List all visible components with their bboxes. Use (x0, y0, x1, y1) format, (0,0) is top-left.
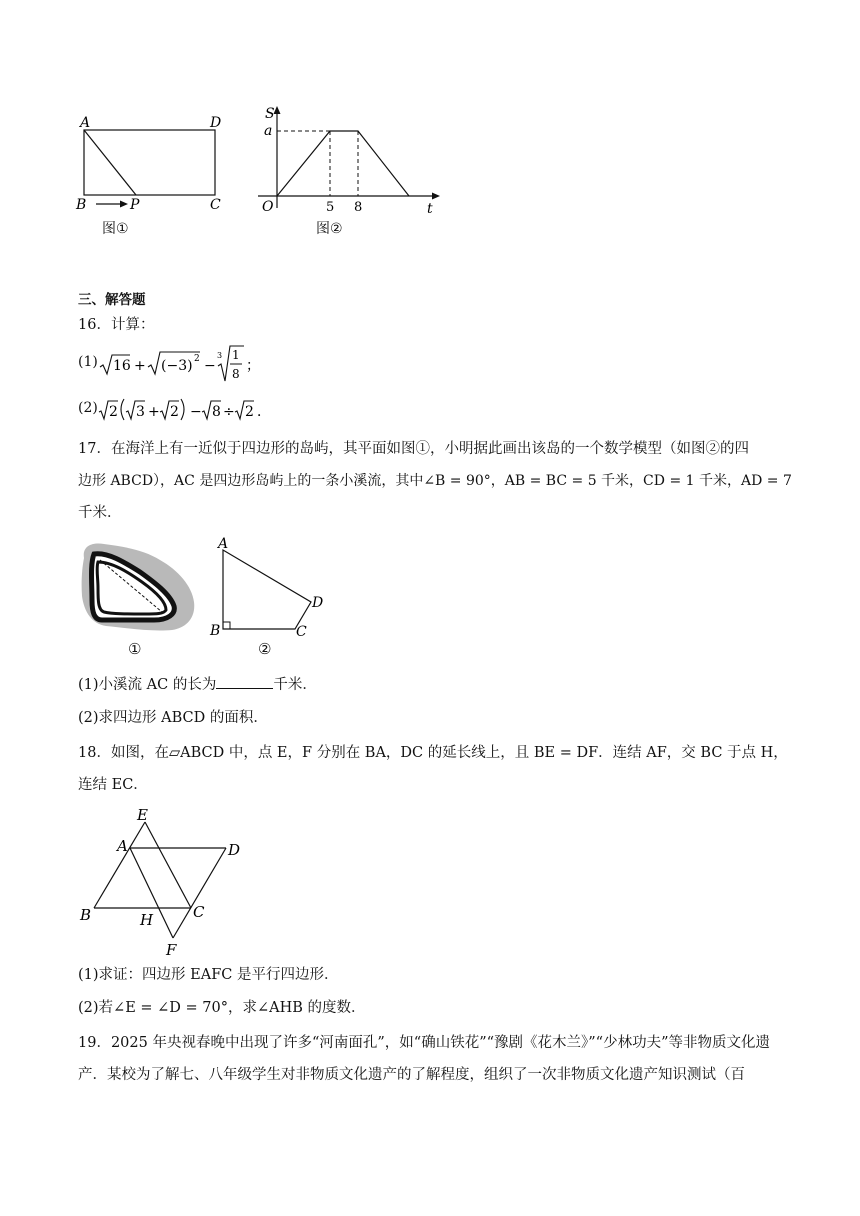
q17-figure-2-caption: ② (258, 640, 272, 658)
label-A: A (218, 536, 229, 552)
label-B: B (210, 623, 221, 639)
q17-part-1 (78, 675, 317, 695)
q18-part-1: (1)求证：四边形 EAFC 是平行四边形． (78, 967, 339, 983)
paren-left (121, 399, 124, 420)
label-A: A (80, 115, 91, 131)
label-F: F (166, 941, 177, 959)
q17-part-1-unit: 千米． (273, 677, 317, 693)
q17-part-2: (2)求四边形 ABCD 的面积． (78, 710, 268, 726)
label-D: D (210, 115, 222, 131)
q16-p1-numerator: 1 (232, 348, 240, 362)
digit: 2 (170, 404, 179, 420)
motion-arrow-head (120, 201, 128, 208)
label-A: A (117, 837, 128, 855)
q16-intro: 16．计算： (78, 317, 155, 333)
q19-line-1: 19．2025 年央视春晚中出现了许多“河南面孔”，如“确山铁花”“豫剧《花木兰》”“少林功夫”等非物质文化遗 (78, 1035, 771, 1051)
quad-abcd (223, 550, 311, 629)
q17-line-1: 17．在海洋上有一近似于四边形的岛屿，其平面如图①，小明据此画出该岛的一个数学模型（如图②的四 (78, 441, 749, 457)
q16-p1-paren: (−3) (161, 358, 193, 374)
q17-line-3: 千米． (78, 505, 122, 521)
q16-part2-label: (2) (78, 400, 98, 416)
label-S: S (265, 106, 275, 122)
figure-1-caption: 图① (102, 221, 129, 237)
plus-sign: + (134, 358, 146, 374)
answer-blank[interactable] (216, 688, 273, 689)
divide-sign: ÷ (223, 404, 235, 420)
minus-sign: − (190, 404, 202, 420)
x-axis-arrow (432, 193, 440, 200)
q16-part1 (78, 343, 298, 385)
q16-p1-radicand-16: 16 (113, 358, 131, 374)
label-O: O (262, 199, 274, 215)
label-H: H (140, 911, 154, 929)
q17-figure-1-caption: ① (128, 640, 142, 658)
label-t: t (427, 201, 433, 217)
island-picture (78, 540, 196, 632)
q16-part1-formula (98, 343, 298, 385)
graph-line (277, 131, 409, 196)
period: ． (257, 404, 271, 420)
minus-sign: − (204, 358, 216, 374)
section-title: 三、解答题 (78, 292, 146, 308)
label-D: D (228, 841, 241, 859)
q18-line-1: 18．如图，在▱ABCD 中，点 E，F 分别在 BA，DC 的延长线上，且 BE = DF．连结 AF，交 BC 于点 H， (78, 745, 788, 761)
label-C: C (296, 624, 307, 640)
digit: 3 (136, 404, 145, 420)
digit: 2 (245, 404, 254, 420)
q16-part2 (78, 396, 278, 424)
paren-right (181, 399, 184, 420)
q19-line-2: 产．某校为了解七、八年级学生对非物质文化遗产的了解程度，组织了一次非物质文化遗产知识测试（百 (78, 1067, 745, 1083)
digit: 2 (109, 404, 118, 420)
figure-2-graph (250, 100, 450, 220)
rectangle-abcd (84, 130, 215, 195)
label-C: C (193, 903, 205, 921)
tick-5: 5 (326, 200, 335, 215)
label-B: B (76, 197, 87, 213)
digit: 8 (212, 404, 221, 420)
q18-part-2: (2)若∠E = ∠D = 70°，求∠AHB 的度数． (78, 1000, 366, 1016)
q16-part1-label: (1) (78, 354, 98, 370)
label-D: D (312, 595, 324, 611)
q16-part2-formula (98, 396, 271, 424)
tick-8: 8 (354, 200, 363, 215)
label-P: P (130, 197, 140, 213)
figure-1-rectangle (70, 110, 240, 240)
label-a: a (264, 123, 273, 139)
label-E: E (137, 806, 148, 824)
label-B: B (80, 906, 92, 924)
q17-part-1-text: (1)小溪流 AC 的长为 (78, 677, 217, 693)
figure-2-caption: 图② (316, 221, 343, 237)
segment-ap (84, 130, 136, 195)
q16-p1-denominator: 8 (232, 367, 240, 381)
label-C: C (210, 197, 221, 213)
q17-line-2: 边形 ABCD），AC 是四边形岛屿上的一条小溪流，其中∠B = 90°，AB = BC = 5 千米，CD = 1 千米，AD = 7 (78, 473, 792, 489)
q16-p1-exponent: 2 (194, 354, 200, 364)
segment-eb (94, 822, 145, 908)
segment-df (173, 848, 226, 938)
q18-figure (70, 800, 255, 960)
plus-sign: + (148, 404, 160, 420)
q17-quadrilateral (204, 534, 334, 644)
right-angle-mark (223, 622, 230, 629)
q16-p1-end: ； (246, 358, 260, 374)
q16-p1-root-index: 3 (217, 351, 223, 360)
q18-line-2: 连结 EC． (78, 777, 148, 793)
